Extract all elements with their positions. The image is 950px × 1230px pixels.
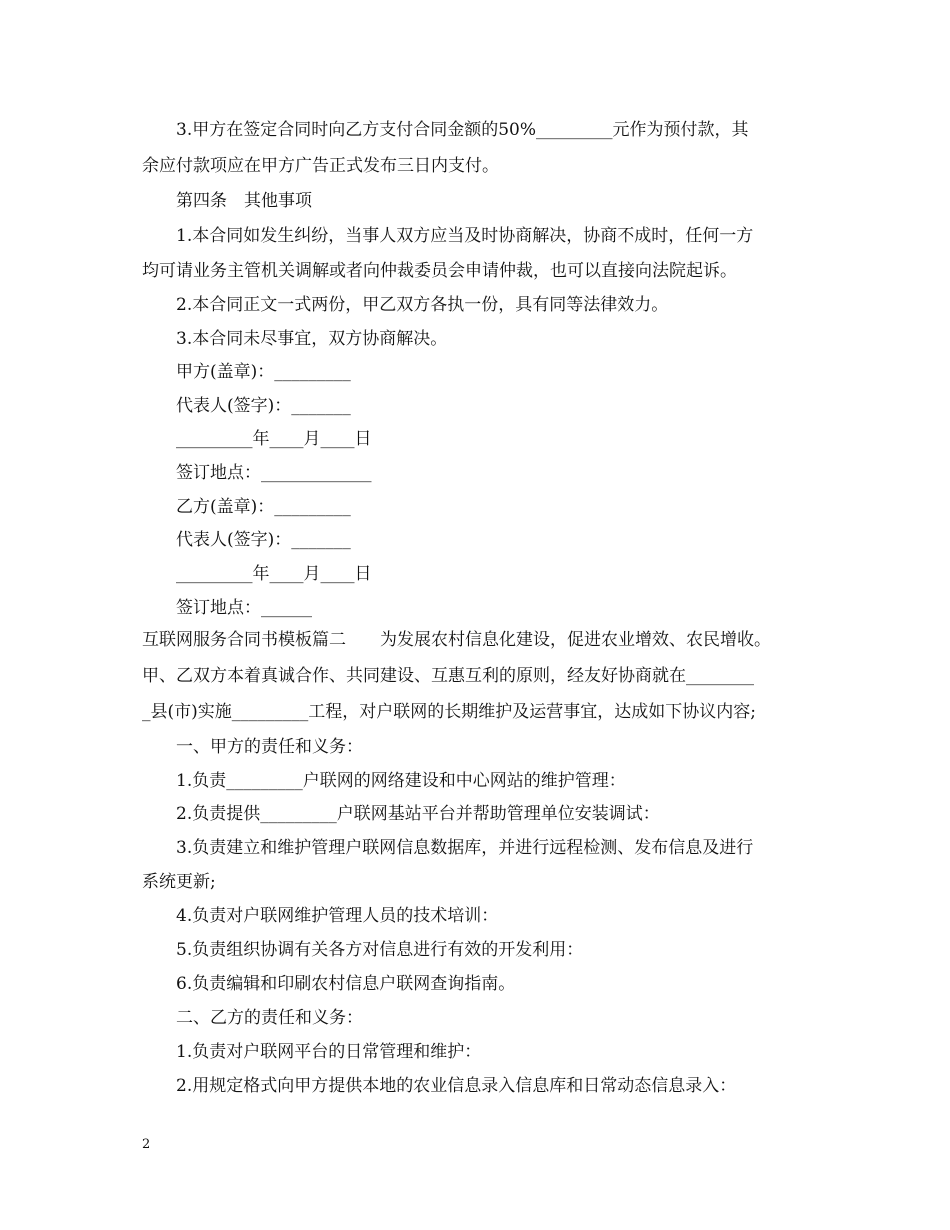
page-number: 2 (142, 1137, 151, 1152)
text-line: 2.本合同正文一式两份，甲乙双方各执一份，具有同等法律效力。 (176, 295, 669, 315)
signature-field: 签订地点：_____________ (176, 463, 372, 483)
text-line: 5.负责组织协调有关各方对信息进行有效的开发利用： (176, 940, 584, 960)
text-line: _县(市)实施_________工程，对户联网的长期维护及运营事宜，达成如下协议内容; (142, 702, 756, 722)
text-line: 1.本合同如发生纠纷，当事人双方应当及时协商解决，协商不成时，任何一方 (176, 226, 754, 246)
date-field: _________年____月____日 (176, 429, 372, 449)
signature-field: 乙方(盖章)：_________ (176, 497, 351, 517)
text-line: 系统更新; (142, 872, 216, 892)
date-field: _________年____月____日 (176, 564, 372, 584)
text-line: 余应付款项应在甲方广告正式发布三日内支付。 (142, 156, 499, 176)
text-line: 2.用规定格式向甲方提供本地的农业信息录入信息库和日常动态信息录入： (176, 1076, 737, 1096)
text-line: 6.负责编辑和印刷农村信息户联网查询指南。 (176, 974, 516, 994)
section-heading: 一、甲方的责任和义务： (176, 737, 363, 757)
text-line: 4.负责对户联网维护管理人员的技术培训： (176, 906, 499, 926)
signature-field: 甲方(盖章)：_________ (176, 362, 351, 382)
signature-field: 签订地点：______ (176, 598, 312, 618)
text-line: 2.负责提供_________户联网基站平台并帮助管理单位安装调试： (176, 804, 660, 824)
section-heading: 第四条 其他事项 (176, 191, 312, 211)
text-line: 3.负责建立和维护管理户联网信息数据库，并进行远程检测、发布信息及进行 (176, 838, 754, 858)
text-line: 1.负责对户联网平台的日常管理和维护： (176, 1042, 482, 1062)
text-line: 3.本合同未尽事宜，双方协商解决。 (176, 329, 448, 349)
text-line: 3.甲方在签定合同时向乙方支付合同金额的50%_________元作为预付款，其 (176, 120, 749, 140)
text-line: 甲、乙双方本着真诚合作、共同建设、互惠互利的原则，经友好协商就在________ (142, 666, 754, 686)
text-line: 均可请业务主管机关调解或者向仲裁委员会申请仲裁，也可以直接向法院起诉。 (142, 261, 737, 281)
section-heading: 二、乙方的责任和义务： (176, 1008, 363, 1028)
signature-field: 代表人(签字)：_______ (176, 530, 351, 550)
text-line: 互联网服务合同书模板篇二 为发展农村信息化建设，促进农业增效、农民增收。 (142, 630, 771, 650)
text-line: 1.负责_________户联网的网络建设和中心网站的维护管理： (176, 771, 626, 791)
signature-field: 代表人(签字)：_______ (176, 396, 351, 416)
